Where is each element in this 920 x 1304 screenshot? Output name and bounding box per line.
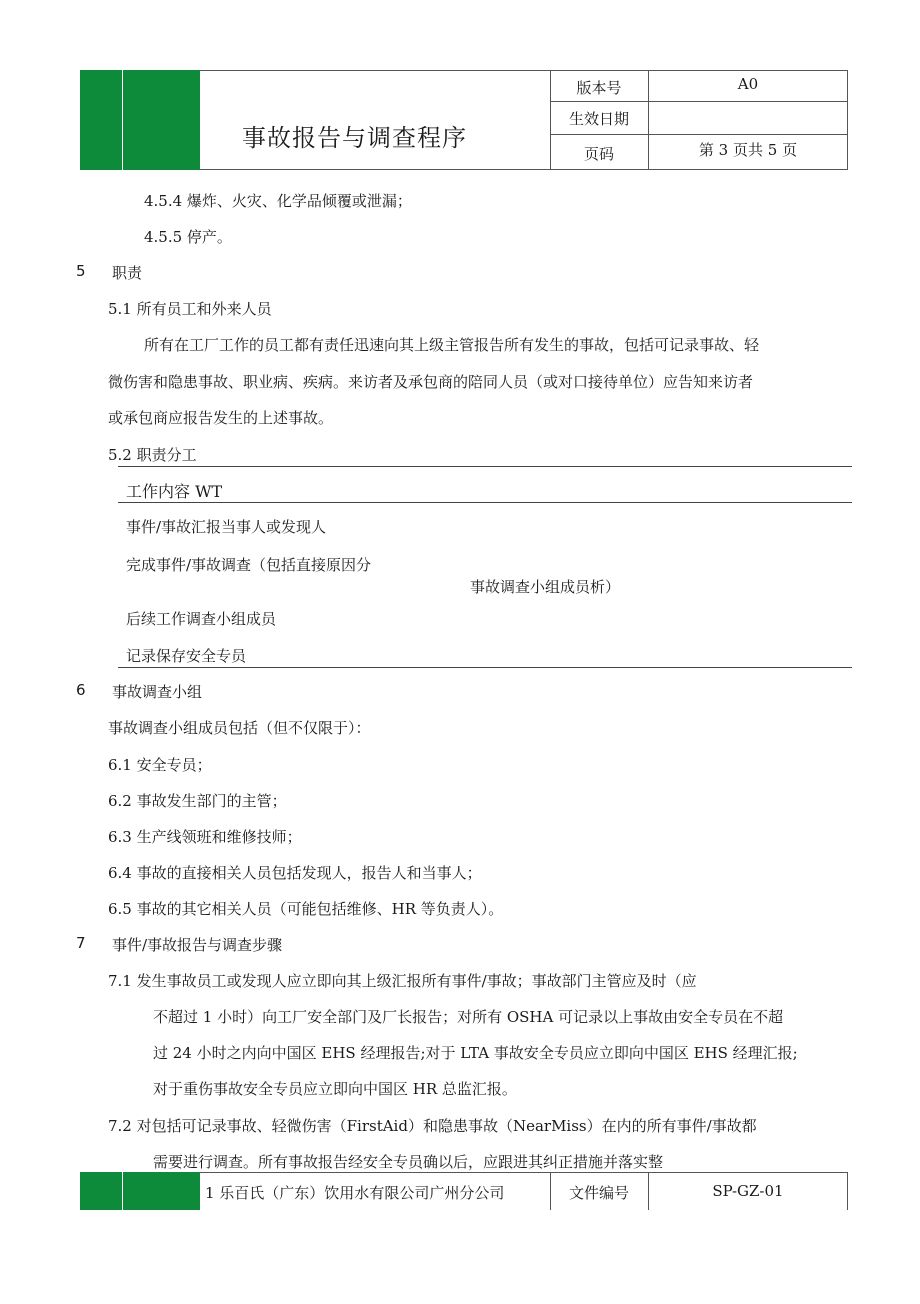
section-5-2: 5.2 职责分工 (108, 446, 197, 464)
item-4-5-5: 4.5.5 停产。 (144, 228, 232, 246)
document-title: 事故报告与调查程序 (242, 124, 467, 152)
paragraph-5-1-line-3: 或承包商应报告发生的上述事故。 (108, 409, 334, 427)
section-7-number: 7 (76, 934, 86, 952)
document-footer (80, 1172, 848, 1210)
table-header-rule (118, 502, 852, 503)
paragraph-5-1-line-2: 微伤害和隐患事故、职业病、疾病。来访者及承包商的陪同人员（或对口接待单位）应告知来访者 (108, 373, 754, 391)
section-6-4: 6.4 事故的直接相关人员包括发现人，报告人和当事人； (108, 864, 482, 882)
table-row-1: 事件/事故汇报当事人或发现人 (126, 518, 327, 536)
table-header: 工作内容 WT (126, 482, 223, 501)
table-bottom-rule (118, 667, 852, 668)
section-7-2-line-2: 需要进行调查。所有事故报告经安全专员确以后，应跟进其纠正措施并落实整 (153, 1153, 664, 1171)
section-7-1-line-1: 7.1 发生事故员工或发现人应立即向其上级汇报所有事件/事故；事故部门主管应及时（应 (108, 972, 697, 990)
footer-logo-bar-left (80, 1172, 122, 1210)
effective-date-label: 生效日期 (568, 110, 629, 128)
section-6-3: 6.3 生产线领班和维修技师； (108, 828, 302, 846)
section-6-title: 事故调查小组 (112, 683, 203, 701)
page-value: 第 3 页共 5 页 (698, 141, 798, 159)
section-7-1-line-4: 对于重伤事故安全专员应立即向中国区 HR 总监汇报。 (153, 1080, 517, 1098)
section-5-number: 5 (76, 262, 86, 280)
section-6-1: 6.1 安全专员； (108, 756, 212, 774)
page-label: 页码 (583, 145, 614, 163)
table-row-3: 后续工作调查小组成员 (126, 610, 277, 628)
section-6-intro: 事故调查小组成员包括（但不仅限于）： (108, 719, 371, 737)
section-5-1: 5.1 所有员工和外来人员 (108, 300, 272, 318)
paragraph-5-1-line-1: 所有在工厂工作的员工都有责任迅速向其上级主管报告所有发生的事故，包括可记录事故、轻 (144, 336, 760, 354)
section-7-title: 事件/事故报告与调查步骤 (112, 936, 283, 954)
section-7-1-line-3: 过 24 小时之内向中国区 EHS 经理报告;对于 LTA 事故安全专员应立即向中国区 EHS 经理汇报; (153, 1044, 798, 1062)
table-row-4: 记录保存安全专员 (126, 647, 247, 665)
document-header (80, 70, 848, 170)
logo-bar-right (123, 70, 200, 170)
section-7-1-line-2: 不超过 1 小时）向工厂安全部门及厂长报告；对所有 OSHA 可记录以上事故由安全专员在不超 (153, 1008, 784, 1026)
item-4-5-4: 4.5.4 爆炸、火灾、化学品倾覆或泄漏； (144, 192, 412, 210)
table-row-2-line-2: 事故调查小组成员析） (470, 578, 621, 596)
section-7-2-line-1: 7.2 对包括可记录事故、轻微伤害（FirstAid）和隐患事故（NearMiss）在内的所有事件/事故都 (108, 1117, 757, 1135)
company-name: 1 乐百氏（广东）饮用水有限公司广州分公司 (205, 1184, 505, 1202)
doc-number-value: SP-GZ-01 (712, 1182, 784, 1200)
section-5-title: 职责 (112, 264, 143, 282)
footer-logo-bar-right (123, 1172, 200, 1210)
table-row-2-line-1: 完成事件/事故调查（包括直接原因分 (126, 556, 372, 574)
table-top-rule (118, 466, 852, 467)
section-6-number: 6 (76, 681, 86, 699)
logo-bar-left (80, 70, 122, 170)
section-6-2: 6.2 事故发生部门的主管； (108, 792, 287, 810)
doc-number-label: 文件编号 (568, 1184, 629, 1202)
version-value: A0 (737, 75, 759, 93)
section-6-5: 6.5 事故的其它相关人员（可能包括维修、HR 等负责人）。 (108, 900, 504, 918)
version-label: 版本号 (576, 79, 622, 97)
